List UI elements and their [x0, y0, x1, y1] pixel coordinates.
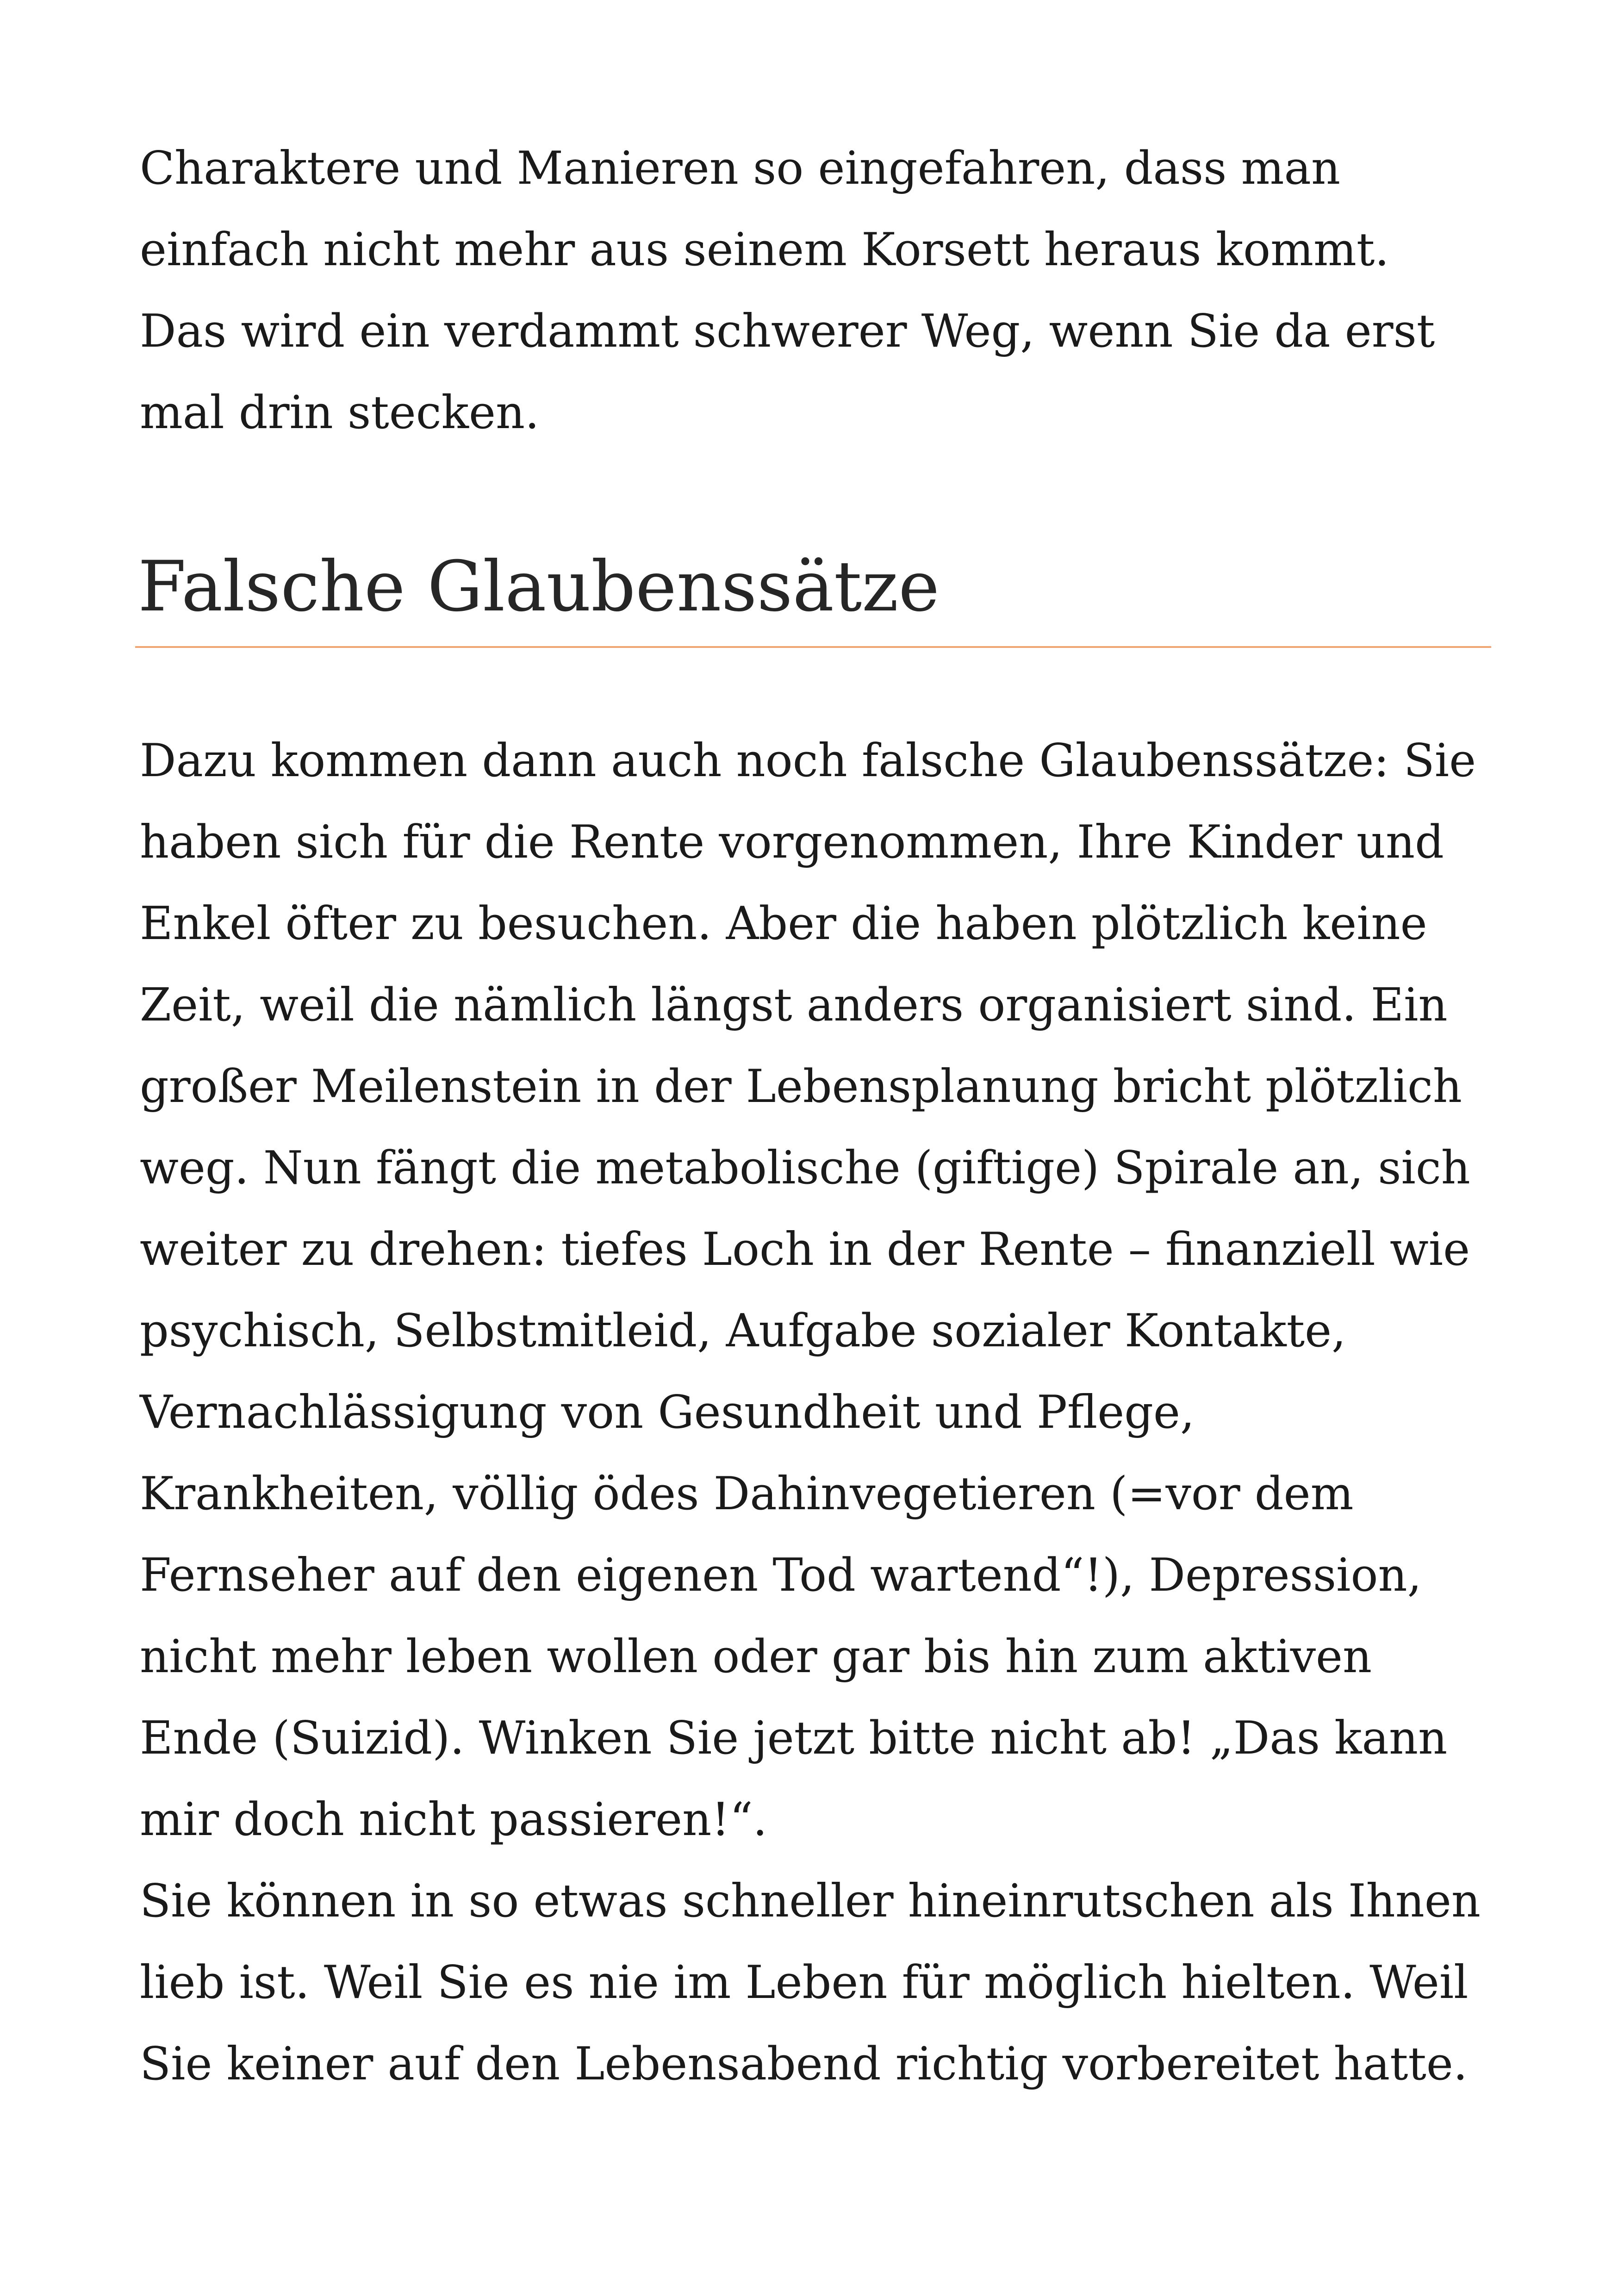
text-line: Krankheiten, völlig ödes Dahinvegetieren (=vor dem — [140, 1468, 1354, 1520]
text-line: großer Meilenstein in der Lebensplanung bricht plötzlich — [140, 1060, 1462, 1113]
heading-underline — [135, 646, 1491, 648]
body-paragraph — [140, 720, 1510, 2105]
text-line: Fernseher auf den eigenen Tod wartend“!), Depression, — [140, 1549, 1422, 1602]
text-line: Enkel öfter zu besuchen. Aber die haben plötzlich keine — [140, 897, 1427, 950]
text-line: nicht mehr leben wollen oder gar bis hin zum aktiven — [140, 1630, 1372, 1683]
text-line: einfach nicht mehr aus seinem Korsett heraus kommt. — [140, 224, 1389, 276]
text-line: Charaktere und Manieren so eingefahren, dass man — [140, 142, 1341, 195]
text-line: Sie keiner auf den Lebensabend richtig vorbereitet hatte. — [140, 2038, 1468, 2091]
text-line: mir doch nicht passieren!“. — [140, 1793, 767, 1846]
text-line: mal drin stecken. — [140, 386, 540, 439]
text-line: haben sich für die Rente vorgenommen, Ihre Kinder und — [140, 816, 1444, 869]
text-line: weiter zu drehen: tiefes Loch in der Rente – finanziell wie — [140, 1223, 1470, 1276]
text-line: psychisch, Selbstmitleid, Aufgabe sozialer Kontakte, — [140, 1305, 1346, 1357]
text-line: Das wird ein verdammt schwerer Weg, wenn Sie da erst — [140, 305, 1435, 358]
text-line: Ende (Suizid). Winken Sie jetzt bitte nicht ab! „Das kann — [140, 1712, 1448, 1765]
text-line: Zeit, weil die nämlich längst anders organisiert sind. Ein — [140, 979, 1448, 1032]
text-line: Sie können in so etwas schneller hineinrutschen als Ihnen — [140, 1875, 1481, 1928]
text-line: weg. Nun fängt die metabolische (giftige) Spirale an, sich — [140, 1142, 1470, 1195]
section-heading: Falsche Glaubenssätze — [138, 547, 940, 627]
text-line: Vernachlässigung von Gesundheit und Pflege, — [140, 1386, 1195, 1439]
text-line: lieb ist. Weil Sie es nie im Leben für möglich hielten. Weil — [140, 1956, 1469, 2009]
intro-paragraph — [140, 128, 1510, 454]
text-line: Dazu kommen dann auch noch falsche Glaubenssätze: Sie — [140, 734, 1476, 787]
